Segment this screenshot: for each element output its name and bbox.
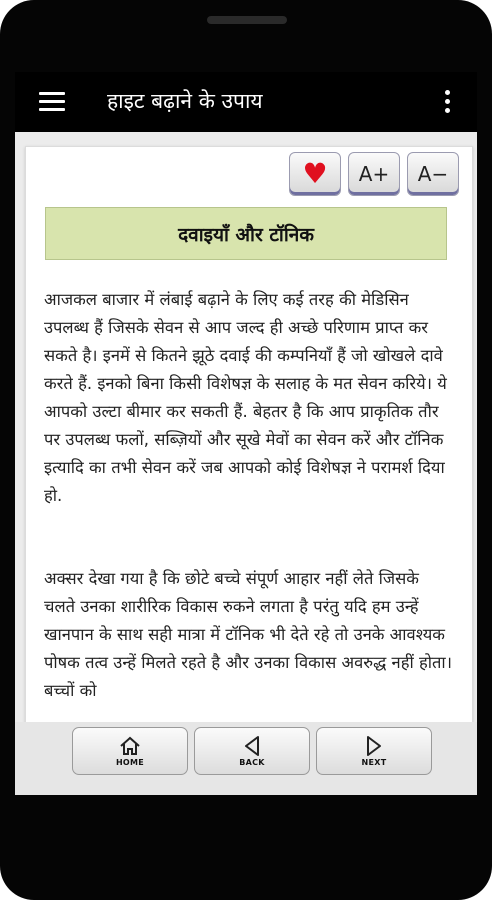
favorite-button[interactable] <box>289 152 341 196</box>
home-button[interactable] <box>72 727 188 775</box>
next-arrow-icon <box>364 735 384 757</box>
section-heading: दवाइयाँ और टॉनिक <box>45 207 447 260</box>
app-bar <box>15 72 477 132</box>
next-button[interactable] <box>316 727 432 775</box>
speaker-grille <box>207 16 287 24</box>
decrease-font-button[interactable]: A− <box>407 152 459 196</box>
next-label: NEXT <box>361 758 387 767</box>
back-label: BACK <box>239 758 265 767</box>
article-paragraph: अक्सर देखा गया है कि छोटे बच्चे संपूर्ण आहार नहीं लेते जिसके चलते उनका शारीरिक विकास रुकने लगता है परंतु यदि हम उन्हें खानपान के साथ सही मात्रा में टॉनिक भी देते रहे तो उनके आवश्यक पोषक तत्व उन्हें मिलते रहते है और उनका विकास अवरुद्ध नहीं होता। बच्चों को <box>44 569 452 700</box>
heart-icon: ♥ <box>302 157 328 190</box>
more-options-icon[interactable] <box>443 90 451 116</box>
hamburger-menu-icon[interactable] <box>39 92 65 112</box>
increase-font-button[interactable]: A+ <box>348 152 400 196</box>
back-arrow-icon <box>242 735 262 757</box>
back-button[interactable] <box>194 727 310 775</box>
home-icon <box>118 735 142 757</box>
home-label: HOME <box>115 758 145 767</box>
app-screen <box>15 72 477 795</box>
page-title: हाइट बढ़ाने के उपाय <box>107 89 263 113</box>
article-paragraph: आजकल बाजार में लंबाई बढ़ाने के लिए कई तरह की मेडिसिन उपलब्ध हैं जिसके सेवन से आप जल्द ही अच्छे परिणाम प्राप्त कर सकते है। इनमें से कितने झूठे दवाई की कम्पनियाँ हैं जो खोखले दावे करते हैं. इनको बिना किसी विशेषज्ञ के सलाह के मत सेवन करिये। ये आपको उल्टा बीमार कर सकती हैं. बेहतर है कि आप प्राकृतिक तौर पर उपलब्ध फलों, सब्ज़ियों और सूखे मेवों का सेवन करें और टॉनिक इत्यादि का तभी सेवन करें जब आपको कोई विशेषज्ञ ने परामर्श दिया हो. <box>44 290 447 505</box>
